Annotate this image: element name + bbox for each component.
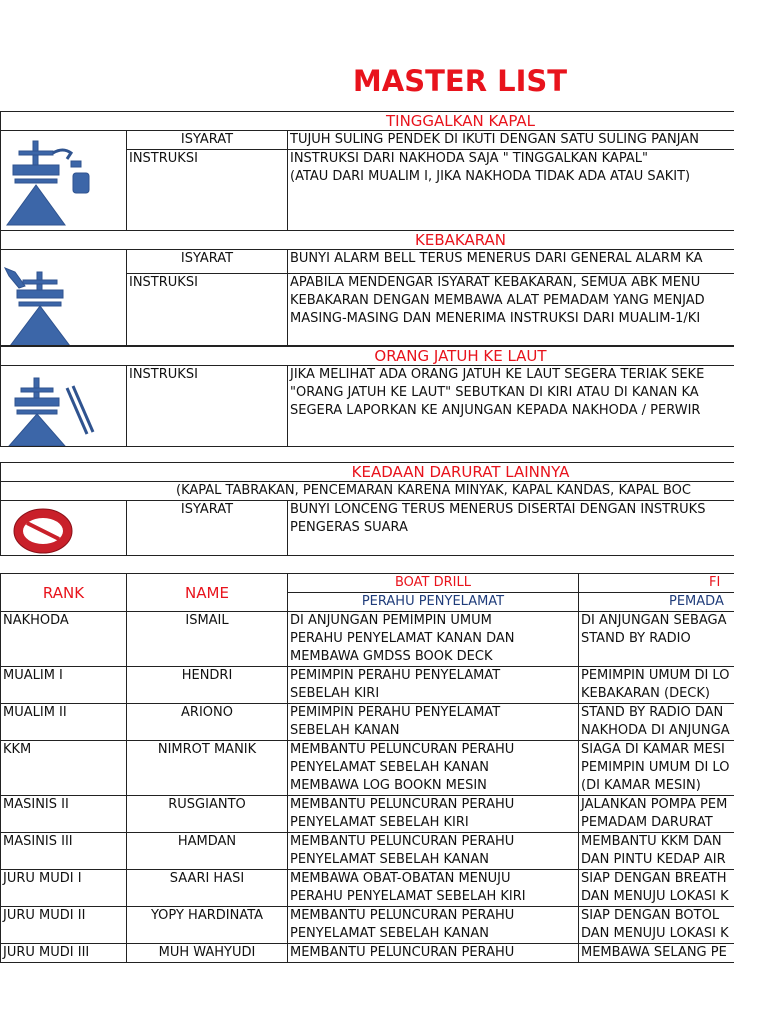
table-row	[1, 612, 735, 667]
cell-fire: DI ANJUNGAN SEBAGA STAND BY RADIO	[579, 612, 735, 667]
table-row	[1, 944, 735, 963]
table-row	[1, 741, 735, 796]
section-title-abandon: TINGGALKAN KAPAL	[1, 112, 735, 131]
cell-boat: PEMIMPIN PERAHU PENYELAMAT SEBELAH KANAN	[288, 704, 579, 741]
cell-rank: NAKHODA	[1, 612, 127, 667]
cell-name: ARIONO	[127, 704, 288, 741]
cell-name: HENDRI	[127, 667, 288, 704]
cell-name: NIMROT MANIK	[127, 741, 288, 796]
mob-icon-cell	[1, 366, 127, 447]
header-name: NAME	[127, 574, 288, 612]
table-row	[1, 833, 735, 870]
cell-name: HAMDAN	[127, 833, 288, 870]
cell-name: SAARI HASI	[127, 870, 288, 907]
cell-rank: MUALIM I	[1, 667, 127, 704]
abandon-isyarat-text: TUJUH SULING PENDEK DI IKUTI DENGAN SATU SULING PANJAN	[288, 131, 735, 150]
lifebuoy-icon	[1, 501, 127, 556]
cell-boat: MEMBANTU PELUNCURAN PERAHU	[288, 944, 579, 963]
section-other-emergency	[0, 462, 734, 556]
cell-fire: JALANKAN POMPA PEM PEMADAM DARURAT	[579, 796, 735, 833]
header-boat-sub: PERAHU PENYELAMAT	[288, 593, 579, 612]
cell-fire: SIAP DENGAN BOTOL DAN MENUJU LOKASI K	[579, 907, 735, 944]
cell-boat: MEMBANTU PELUNCURAN PERAHU PENYELAMAT SEBELAH KIRI	[288, 796, 579, 833]
page-title: MASTER LIST	[352, 64, 568, 98]
cell-name: MUH WAHYUDI	[127, 944, 288, 963]
cell-boat: DI ANJUNGAN PEMIMPIN UMUM PERAHU PENYELAMAT KANAN DAN MEMBAWA GMDSS BOOK DECK	[288, 612, 579, 667]
section-fire	[0, 230, 734, 346]
header-fire-drill: FI	[579, 574, 735, 593]
cell-boat: MEMBANTU PELUNCURAN PERAHU PENYELAMAT SEBELAH KANAN MEMBAWA LOG BOOKN MESIN	[288, 741, 579, 796]
cell-fire: MEMBANTU KKM DAN DAN PINTU KEDAP AIR	[579, 833, 735, 870]
whistle-icon	[1, 131, 127, 231]
section-abandon-ship	[0, 111, 734, 231]
table-row	[1, 870, 735, 907]
cell-fire: MEMBAWA SELANG PE	[579, 944, 735, 963]
cell-fire: SIAGA DI KAMAR MESI PEMIMPIN UMUM DI LO (DI KAMAR MESIN)	[579, 741, 735, 796]
header-fire-sub: PEMADA	[579, 593, 735, 612]
abandon-icon-cell	[1, 131, 127, 231]
cell-rank: MUALIM II	[1, 704, 127, 741]
cell-boat: MEMBAWA OBAT-OBATAN MENUJU PERAHU PENYELAMAT SEBELAH KIRI	[288, 870, 579, 907]
cell-rank: MASINIS III	[1, 833, 127, 870]
section-other-subtitle: (KAPAL TABRAKAN, PENCEMARAN KARENA MINYAK, KAPAL KANDAS, KAPAL BOC	[1, 482, 735, 501]
table-row	[1, 796, 735, 833]
cell-name: RUSGIANTO	[127, 796, 288, 833]
fire-instruksi-text: APABILA MENDENGAR ISYARAT KEBAKARAN, SEMUA ABK MENU KEBAKARAN DENGAN MEMBAWA ALAT PEMADAM YANG MENJAD MASING-MASING DAN MENERIMA INSTRUKSI DARI MUALIM-1/KI	[288, 274, 735, 346]
other-isyarat-label: ISYARAT	[127, 501, 288, 556]
fire-instruksi-label: INSTRUKSI	[127, 274, 288, 346]
cell-name: ISMAIL	[127, 612, 288, 667]
table-row	[1, 704, 735, 741]
cell-fire: PEMIMPIN UMUM DI LO KEBAKARAN (DECK)	[579, 667, 735, 704]
fire-isyarat-label: ISYARAT	[127, 250, 288, 274]
table-row	[1, 667, 735, 704]
cell-boat: PEMIMPIN PERAHU PENYELAMAT SEBELAH KIRI	[288, 667, 579, 704]
cell-rank: KKM	[1, 741, 127, 796]
mob-instruksi-label: INSTRUKSI	[127, 366, 288, 447]
cell-name: YOPY HARDINATA	[127, 907, 288, 944]
cell-fire: SIAP DENGAN BREATH DAN MENUJU LOKASI K	[579, 870, 735, 907]
cell-boat: MEMBANTU PELUNCURAN PERAHU PENYELAMAT SEBELAH KANAN	[288, 833, 579, 870]
abandon-instruksi-text: INSTRUKSI DARI NAKHODA SAJA " TINGGALKAN KAPAL" (ATAU DARI MUALIM I, JIKA NAKHODA TIDAK ADA ATAU SAKIT)	[288, 150, 735, 231]
man-overboard-icon	[1, 366, 127, 447]
section-man-overboard	[0, 346, 734, 447]
alarm-bell-icon	[1, 250, 127, 346]
section-title-other: KEADAAN DARURAT LAINNYA	[1, 463, 735, 482]
fire-isyarat-text: BUNYI ALARM BELL TERUS MENERUS DARI GENERAL ALARM KA	[288, 250, 735, 274]
mob-instruksi-text: JIKA MELIHAT ADA ORANG JATUH KE LAUT SEGERA TERIAK SEKE "ORANG JATUH KE LAUT" SEBUTKAN DI KIRI ATAU DI KANAN KA SEGERA LAPORKAN KE ANJUNGAN KEPADA NAKHODA / PERWIR	[288, 366, 735, 447]
crew-muster-table	[0, 573, 734, 963]
cell-boat: MEMBANTU PELUNCURAN PERAHU PENYELAMAT SEBELAH KANAN	[288, 907, 579, 944]
cell-rank: MASINIS II	[1, 796, 127, 833]
section-title-mob: ORANG JATUH KE LAUT	[1, 347, 735, 366]
section-title-fire: KEBAKARAN	[1, 231, 735, 250]
other-isyarat-text: BUNYI LONCENG TERUS MENERUS DISERTAI DENGAN INSTRUKS PENGERAS SUARA	[288, 501, 735, 556]
header-boat-drill: BOAT DRILL	[288, 574, 579, 593]
fire-icon-cell	[1, 250, 127, 346]
other-icon-cell	[1, 501, 127, 556]
cell-rank: JURU MUDI III	[1, 944, 127, 963]
abandon-instruksi-label: INSTRUKSI	[127, 150, 288, 231]
cell-rank: JURU MUDI II	[1, 907, 127, 944]
cell-rank: JURU MUDI I	[1, 870, 127, 907]
table-row	[1, 907, 735, 944]
header-rank: RANK	[1, 574, 127, 612]
cell-fire: STAND BY RADIO DAN NAKHODA DI ANJUNGA	[579, 704, 735, 741]
abandon-isyarat-label: ISYARAT	[127, 131, 288, 150]
